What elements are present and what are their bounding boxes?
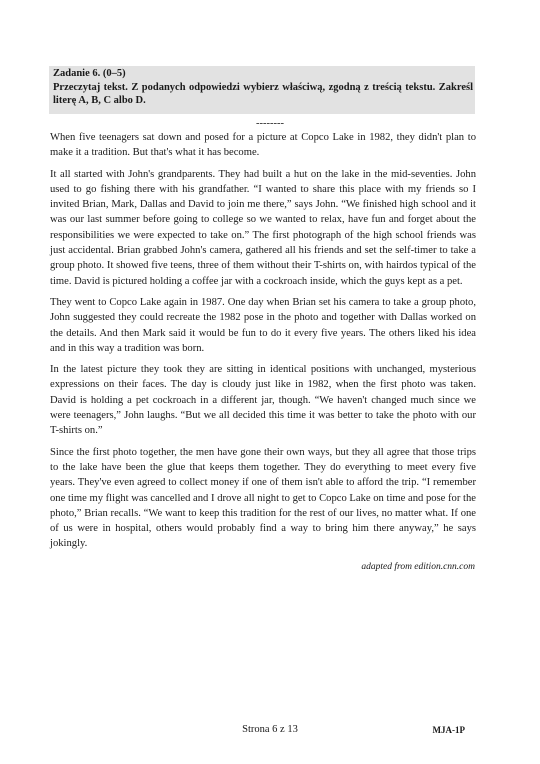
page-number: Strona 6 z 13 bbox=[242, 724, 298, 735]
task-title: Zadanie 6. (0–5) bbox=[53, 68, 126, 79]
paragraph-3: They went to Copco Lake again in 1987. One day when Brian set his camera to take a group photo, John suggested they could recreate the 1982 pose in the photo and together with Dallas worked on the details. And then Mark said it would be fun to do it every five years. The others liked his idea and in this way a tradition was born. bbox=[50, 296, 476, 354]
paragraph-5: Since the first photo together, the men have gone their own ways, but they all agree that those trips to the lake have been the glue that keeps them together. They do everything to meet every five years. They've even agreed to collect money if one of them isn't able to afford the trip. “I remember one time my flight was cancelled and I drove all night to get to Copco Lake on time and pose for the photo,” Brian recalls. “We want to keep this tradition for the rest of our lives, no matter what. If one of us were in hospital, others would probably find a way to bring him there anyway,” he says jokingly. bbox=[50, 446, 476, 550]
exam-code: MJA-1P bbox=[432, 725, 465, 735]
paragraph-2: It all started with John's grandparents. They had built a hut on the lake in the mid-seventies. John used to go fishing there with his grandfather. “I wanted to share this place with my friends so I invited Brian, Mark, Dallas and David to join me there,” says John. “We finished high school and it was our last summer before going to college so we wanted to relax, have fun and forget about the responsibilities we were expected to take on.” The first photograph of the high school friends was just accidental. Brian grabbed John's camera, gathered all his friends and set the self-timer to take a group photo. It showed five teens, three of them without their T-shirts on, with hairdos typical of the time. David is pictured holding a coffee jar with a cockroach inside, which the guys kept as a pet. bbox=[50, 168, 476, 287]
task-instruction: Przeczytaj tekst. Z podanych odpowiedzi wybierz właściwą, zgodną z treścią tekstu. Zakreśl literę A, B, C albo D. bbox=[53, 82, 473, 106]
article-text bbox=[50, 130, 476, 558]
source-citation: adapted from edition.cnn.com bbox=[361, 562, 475, 572]
paragraph-1: When five teenagers sat down and posed for a picture at Copco Lake in 1982, they didn't plan to make it a tradition. But that's what it has become. bbox=[50, 132, 476, 159]
divider: -------- bbox=[256, 118, 284, 129]
paragraph-4: In the latest picture they took they are sitting in identical positions with unchanged, mysterious expressions on their faces. The day is cloudy just like in 1982, when the first photo was taken. David is holding a pet cockroach in a different jar, though. “We haven't changed much since we were teenagers,” John laughs. “But we all decided this time it was better to take the photo with our T-shirts on.” bbox=[50, 364, 476, 437]
